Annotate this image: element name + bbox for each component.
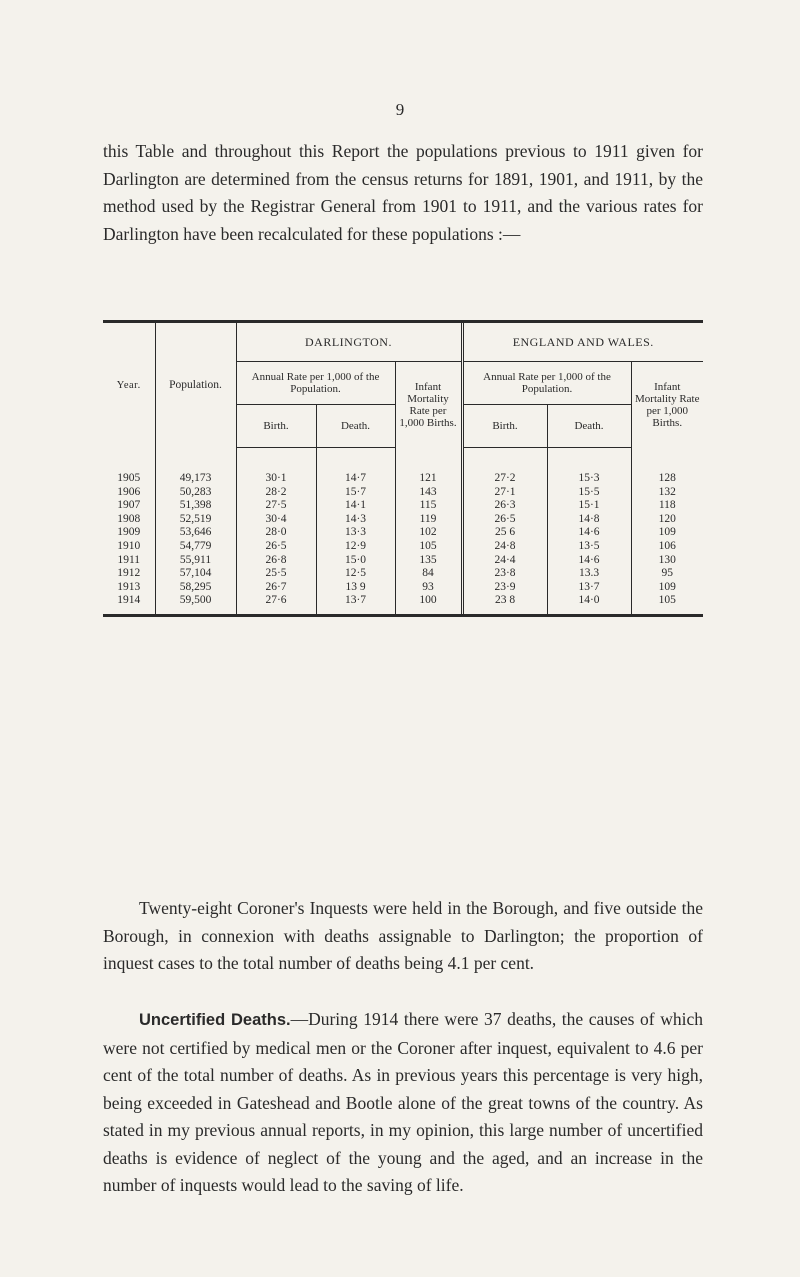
cell-d-birth: 26·8 [236,554,316,568]
header-darlington-birth: Birth. [236,405,316,448]
table-row [103,472,703,486]
coroner-paragraph: Twenty-eight Coroner's Inquests were held in the Borough, and five outside the Borough, in connexion with deaths assignable to Darlington; the proportion of inquest cases to the total number of deaths being 4.1 per cent. [103,898,703,973]
cell-e-death: 13·7 [547,581,631,595]
cell-e-infant: 95 [631,567,703,581]
cell-d-birth: 28·2 [236,486,316,500]
cell-year: 1906 [117,485,141,498]
cell-d-infant: 119 [395,513,462,527]
cell-e-death: 14·6 [547,526,631,540]
header-darlington-annual-rate: Annual Rate per 1,000 of the Population. [236,362,395,405]
cell-e-infant: 109 [631,581,703,595]
cell-e-birth: 27·1 [462,486,547,500]
cell-d-death: 13 9 [316,581,395,595]
header-darlington-death: Death. [316,405,395,448]
cell-d-infant: 84 [395,567,462,581]
cell-year: 1912 [117,567,141,580]
table-row [103,594,703,608]
uncertified-heading: Uncertified Deaths. [139,1011,291,1029]
cell-e-infant: 109 [631,526,703,540]
cell-e-infant: 120 [631,513,703,527]
cell-e-death: 14·0 [547,594,631,608]
cell-e-infant: 106 [631,540,703,554]
cell-d-infant: 135 [395,554,462,568]
header-england-wales: ENGLAND AND WALES. [462,323,703,362]
cell-e-birth: 25 6 [462,526,547,540]
header-england-birth: Birth. [462,405,547,448]
page-number: 9 [395,100,405,119]
cell-d-death: 14·3 [316,513,395,527]
header-darlington: DARLINGTON. [236,323,462,362]
cell-e-death: 14·6 [547,554,631,568]
table-body [103,448,703,614]
table-row [103,513,703,527]
header-england-annual-rate: Annual Rate per 1,000 of the Population. [462,362,631,405]
cell-population: 54,779 [155,540,236,554]
cell-d-birth: 26·5 [236,540,316,554]
cell-e-death: 15·1 [547,499,631,513]
cell-e-death: 14·8 [547,513,631,527]
table-row [103,554,703,568]
cell-population: 49,173 [155,472,236,486]
cell-population: 58,295 [155,581,236,595]
cell-population: 55,911 [155,554,236,568]
cell-d-death: 13·7 [316,594,395,608]
cell-e-infant: 105 [631,594,703,608]
header-england-death: Death. [547,405,631,448]
cell-year: 1909 [117,526,141,539]
cell-e-death: 13·5 [547,540,631,554]
cell-e-birth: 24·8 [462,540,547,554]
uncertified-paragraph [103,1006,703,1200]
cell-d-infant: 143 [395,486,462,500]
cell-population: 52,519 [155,513,236,527]
cell-e-death: 13.3 [547,567,631,581]
cell-year: 1914 [117,594,141,607]
table-row [103,581,703,595]
cell-d-birth: 27·5 [236,499,316,513]
cell-d-birth: 25·5 [236,567,316,581]
cell-population: 59,500 [155,594,236,608]
header-england-infant-mortality: Infant Mortality Rate per 1,000 Births. [631,362,703,448]
cell-year: 1908 [117,512,141,525]
cell-d-death: 14·1 [316,499,395,513]
cell-population: 53,646 [155,526,236,540]
cell-e-birth: 23·9 [462,581,547,595]
cell-e-infant: 130 [631,554,703,568]
header-population: Population. [155,323,236,448]
cell-e-birth: 27·2 [462,472,547,486]
mortality-table [103,320,703,617]
cell-d-birth: 28·0 [236,526,316,540]
cell-e-birth: 23·8 [462,567,547,581]
cell-d-infant: 93 [395,581,462,595]
cell-e-infant: 132 [631,486,703,500]
cell-d-birth: 30·4 [236,513,316,527]
cell-e-infant: 128 [631,472,703,486]
cell-d-birth: 30·1 [236,472,316,486]
cell-e-birth: 24·4 [462,554,547,568]
cell-d-death: 14·7 [316,472,395,486]
cell-e-birth: 26·5 [462,513,547,527]
intro-paragraph: this Table and throughout this Report the populations previous to 1911 given for Darlington are determined from the census returns for 1891, 1901, and 1911, by the method used by the Registrar General from 1901 to 1911, and the various rates for Darlington have been recalculated for these populations :— [103,141,703,244]
cell-year: 1911 [117,553,141,566]
cell-year: 1907 [117,499,141,512]
cell-d-infant: 105 [395,540,462,554]
cell-d-death: 13·3 [316,526,395,540]
cell-population: 57,104 [155,567,236,581]
cell-population: 50,283 [155,486,236,500]
table-row [103,540,703,554]
cell-d-death: 15·7 [316,486,395,500]
cell-d-death: 12·5 [316,567,395,581]
cell-year: 1910 [117,539,141,552]
cell-population: 51,398 [155,499,236,513]
table-row [103,499,703,513]
table-row [103,486,703,500]
cell-d-death: 12·9 [316,540,395,554]
cell-d-birth: 27·6 [236,594,316,608]
cell-e-infant: 118 [631,499,703,513]
table-row [103,567,703,581]
cell-e-birth: 23 8 [462,594,547,608]
cell-d-infant: 102 [395,526,462,540]
header-year: Year. [116,379,141,391]
cell-e-birth: 26·3 [462,499,547,513]
cell-e-death: 15·5 [547,486,631,500]
cell-year: 1913 [117,580,141,593]
cell-e-death: 15·3 [547,472,631,486]
cell-d-infant: 115 [395,499,462,513]
uncertified-text: —During 1914 there were 37 deaths, the causes of which were not certified by medical men or the Coroner after inquest, equivalent to 4.6 per cent of the total number of deaths. As in previous years this percentage is very high, being exceeded in Gateshead and Bootle alone of the great towns of the country. As stated in my previous annual reports, in my opinion, this large number of uncertified deaths is evidence of neglect of the young and the aged, and an increase in the number of inquests would lead to the saving of life. [103,1009,703,1195]
table-row [103,526,703,540]
cell-d-death: 15·0 [316,554,395,568]
cell-d-infant: 100 [395,594,462,608]
cell-year: 1905 [117,472,141,484]
header-darlington-infant-mortality: Infant Mortality Rate per 1,000 Births. [395,362,462,448]
cell-d-infant: 121 [395,472,462,486]
cell-d-birth: 26·7 [236,581,316,595]
